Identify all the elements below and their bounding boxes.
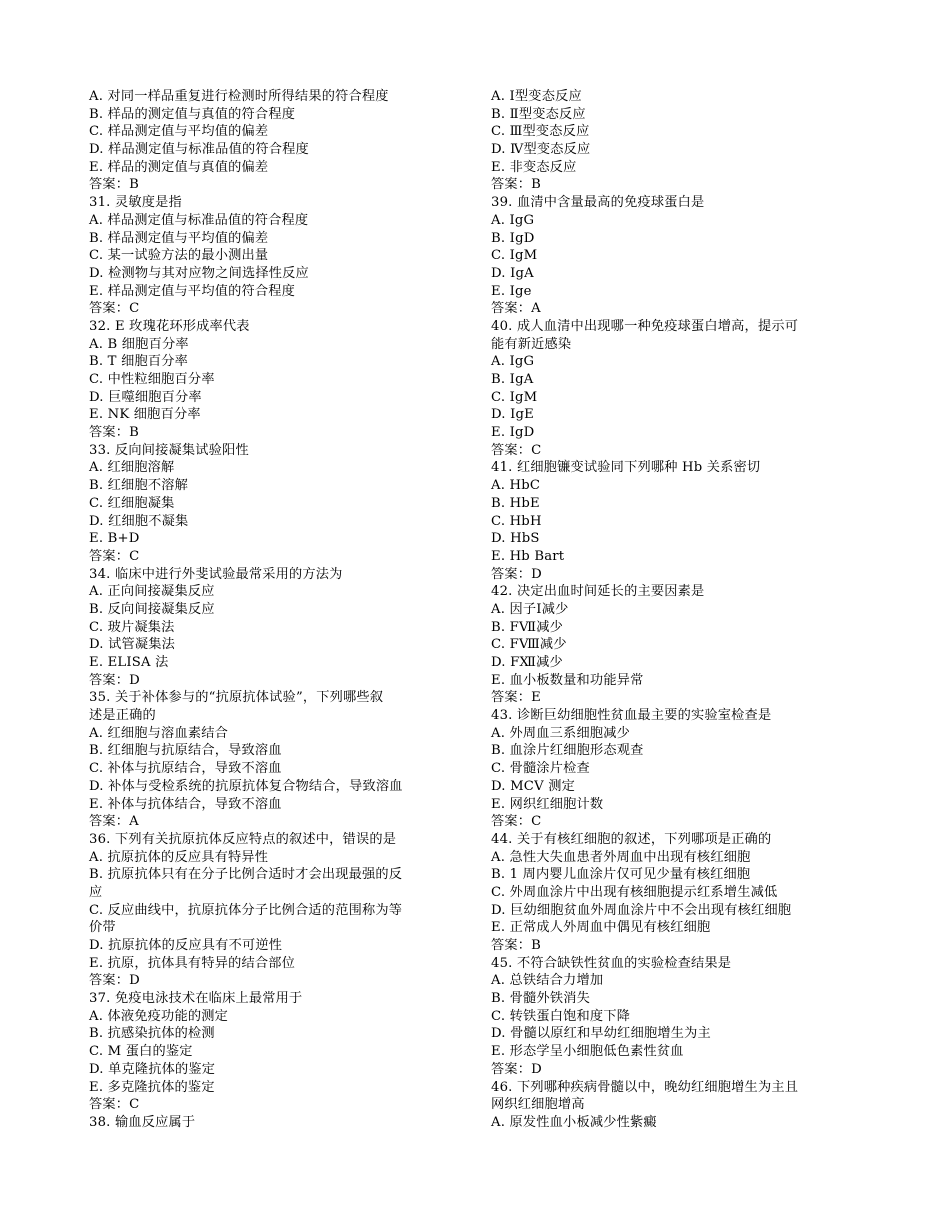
text-line: A. 正向间接凝集反应 (89, 584, 215, 600)
text-line: A. HbC (491, 478, 541, 494)
text-line: A. 急性大失血患者外周血中出现有核红细胞 (491, 849, 751, 865)
text-line: 答案：C (89, 1097, 140, 1113)
text-line: A. IgG (491, 212, 535, 228)
text-line: 39. 血清中含量最高的免疫球蛋白是 (491, 195, 705, 211)
text-line: A. IgG (491, 354, 535, 370)
text-line: B. 抗原抗体只有在分子比例合适时才会出现最强的反 (89, 867, 403, 883)
text-line: E. Hb Bart (491, 548, 565, 564)
text-line: 36. 下列有关抗原抗体反应特点的叙述中，错误的是 (89, 831, 397, 847)
text-line: 42. 决定出血时间延长的主要因素是 (491, 584, 705, 600)
text-line: E. 血小板数量和功能异常 (491, 672, 644, 688)
text-line: D. 巨噬细胞百分率 (89, 389, 202, 405)
text-line: 46. 下列哪种疾病骨髓以中，晚幼红细胞增生为主且 (491, 1079, 799, 1095)
text-line: D. IgE (491, 407, 534, 423)
text-line: C. 中性粒细胞百分率 (89, 372, 215, 387)
text-line: 答案：A (89, 814, 139, 830)
text-line: 40. 成人血清中出现哪一种免疫球蛋白增高，提示可 (491, 318, 799, 334)
text-line: E. 网织红细胞计数 (491, 796, 604, 812)
text-line: D. MCV 测定 (491, 778, 575, 794)
text-line: 答案：B (89, 177, 140, 193)
text-line: 答案：B (89, 425, 140, 441)
text-line: C. IgM (491, 389, 538, 405)
text-line: B. 血涂片红细胞形态观查 (491, 743, 644, 759)
text-line: A. 红细胞溶解 (89, 460, 175, 476)
text-line: D. 巨幼细胞贫血外周血涂片中不会出现有核红细胞 (491, 902, 792, 918)
text-line: B. FⅦ减少 (491, 619, 564, 635)
text-line: E. 正常成人外周血中偶见有核红细胞 (491, 920, 711, 936)
text-line: E. 样品测定值与平均值的符合程度 (89, 283, 296, 299)
text-line: D. 单克隆抗体的鉴定 (89, 1061, 216, 1077)
text-line: C. 骨髓涂片检查 (491, 761, 590, 777)
text-line: 答案：B (491, 938, 542, 953)
text-line: 答案：D (89, 973, 140, 989)
text-line: C. Ⅲ型变态反应 (491, 124, 590, 140)
text-line: B. IgA (491, 372, 534, 387)
text-line: E. 抗原，抗体具有特异的结合部位 (89, 955, 296, 971)
right-text-column (491, 88, 863, 1132)
text-line: E. 多克隆抗体的鉴定 (89, 1079, 215, 1095)
text-line: E. IgD (491, 425, 535, 441)
text-line: 43. 诊断巨幼细胞性贫血最主要的实验室检查是 (491, 708, 772, 724)
text-line: D. 检测物与其对应物之间选择性反应 (89, 265, 309, 281)
text-line: C. 样品测定值与平均值的偏差 (89, 124, 269, 140)
text-line: B. HbE (491, 495, 540, 511)
text-line: 答案：C (89, 301, 140, 317)
text-line: 31. 灵敏度是指 (89, 195, 182, 211)
text-line: C. 反应曲线中，抗原抗体分子比例合适的范围称为等 (89, 902, 403, 918)
text-line: A. 因子Ⅰ减少 (491, 601, 569, 617)
text-line: B. 1 周内婴儿血涂片仅可见少量有核红细胞 (491, 867, 751, 883)
text-line: E. 非变态反应 (491, 159, 577, 175)
text-line: 答案：B (491, 177, 542, 193)
text-line: 32. E 玫瑰花环形成率代表 (89, 318, 250, 334)
text-line: E. 形态学呈小细胞低色素性贫血 (491, 1044, 684, 1060)
text-line: B. Ⅱ型变态反应 (491, 106, 586, 122)
text-line: C. 补体与抗原结合，导致不溶血 (89, 761, 282, 777)
text-line: 答案：D (89, 672, 140, 688)
text-line: D. 红细胞不凝集 (89, 513, 189, 529)
text-line: A. 外周血三系细胞减少 (491, 725, 630, 741)
text-line: 答案：C (491, 442, 542, 458)
text-line: 45. 不符合缺铁性贫血的实验检查结果是 (491, 955, 732, 971)
text-line: C. M 蛋白的鉴定 (89, 1044, 193, 1060)
text-line: E. ELISA 法 (89, 655, 169, 670)
text-line: 网织红细胞增高 (491, 1097, 585, 1113)
text-line: C. FⅧ减少 (491, 637, 567, 653)
text-line: E. 补体与抗体结合，导致不溶血 (89, 796, 282, 812)
text-line: 述是正确的 (89, 708, 156, 724)
text-line: A. 红细胞与溶血素结合 (89, 725, 228, 741)
text-line: 34. 临床中进行外斐试验最常采用的方法为 (89, 566, 343, 582)
text-line: D. IgA (491, 265, 534, 281)
text-line: 35. 关于补体参与的“抗原抗体试验”，下列哪些叙 (89, 690, 384, 706)
text-line: E. Ige (491, 283, 532, 299)
text-line: E. 样品的测定值与真值的偏差 (89, 159, 269, 175)
text-line: D. 试管凝集法 (89, 637, 176, 653)
text-line: B. 骨髓外铁消失 (491, 991, 590, 1007)
text-line: 能有新近感染 (491, 336, 572, 352)
text-line: 38. 输血反应属于 (89, 1114, 196, 1130)
text-line: A. B 细胞百分率 (89, 336, 189, 352)
text-line: B. 反向间接凝集反应 (89, 601, 215, 617)
text-line: A. 原发性血小板减少性紫癜 (491, 1114, 657, 1130)
text-line: 33. 反向间接凝集试验阳性 (89, 442, 249, 458)
text-line: E. NK 细胞百分率 (89, 407, 201, 423)
text-line: A. 体液免疫功能的测定 (89, 1008, 228, 1024)
text-line: C. 外周血涂片中出现有核细胞提示红系增生减低 (491, 884, 778, 900)
text-line: A. 样品测定值与标准品值的符合程度 (89, 212, 309, 228)
text-line: 价带 (89, 920, 116, 936)
text-line: C. IgM (491, 248, 538, 264)
text-line: D. HbS (491, 531, 540, 547)
text-line: B. IgD (491, 230, 535, 246)
text-line: C. HbH (491, 513, 542, 529)
text-line: D. FⅫ减少 (491, 655, 563, 670)
text-line: A. 对同一样品重复进行检测时所得结果的符合程度 (89, 89, 389, 104)
text-line: D. Ⅳ型变态反应 (491, 142, 591, 158)
text-line: B. 红细胞与抗原结合，导致溶血 (89, 743, 282, 759)
text-line: D. 样品测定值与标准品值的符合程度 (89, 142, 309, 158)
text-line: A. Ⅰ型变态反应 (491, 89, 582, 104)
text-line: 答案：D (491, 566, 542, 582)
text-line: A. 抗原抗体的反应具有特异性 (89, 849, 269, 865)
text-line: E. B+D (89, 531, 140, 547)
text-line: 答案：A (491, 301, 541, 317)
text-line: 答案：C (491, 814, 542, 830)
text-line: A. 总铁结合力增加 (491, 973, 604, 989)
text-line: 答案：E (491, 690, 541, 706)
text-line: D. 补体与受检系统的抗原抗体复合物结合，导致溶血 (89, 778, 403, 794)
left-text-column (89, 88, 469, 1132)
text-line: C. 某一试验方法的最小测出量 (89, 248, 269, 264)
text-line: 答案：D (491, 1061, 542, 1077)
text-line: B. 样品测定值与平均值的偏差 (89, 230, 269, 246)
text-line: C. 玻片凝集法 (89, 619, 175, 635)
text-line: C. 转铁蛋白饱和度下降 (491, 1008, 631, 1024)
text-line: B. T 细胞百分率 (89, 354, 188, 370)
text-line: D. 骨髓以原红和早幼红细胞增生为主 (491, 1026, 711, 1042)
text-line: 答案：C (89, 548, 140, 564)
text-line: C. 红细胞凝集 (89, 495, 175, 511)
text-line: B. 抗感染抗体的检测 (89, 1026, 215, 1042)
text-line: B. 红细胞不溶解 (89, 478, 188, 494)
text-line: 应 (89, 884, 103, 900)
text-line: 41. 红细胞镰变试验同下列哪种 Hb 关系密切 (491, 460, 761, 476)
text-line: 37. 免疫电泳技术在临床上最常用于 (89, 991, 303, 1007)
text-line: 44. 关于有核红细胞的叙述，下列哪项是正确的 (491, 831, 772, 847)
text-line: B. 样品的测定值与真值的符合程度 (89, 106, 296, 122)
text-line: D. 抗原抗体的反应具有不可逆性 (89, 938, 283, 953)
